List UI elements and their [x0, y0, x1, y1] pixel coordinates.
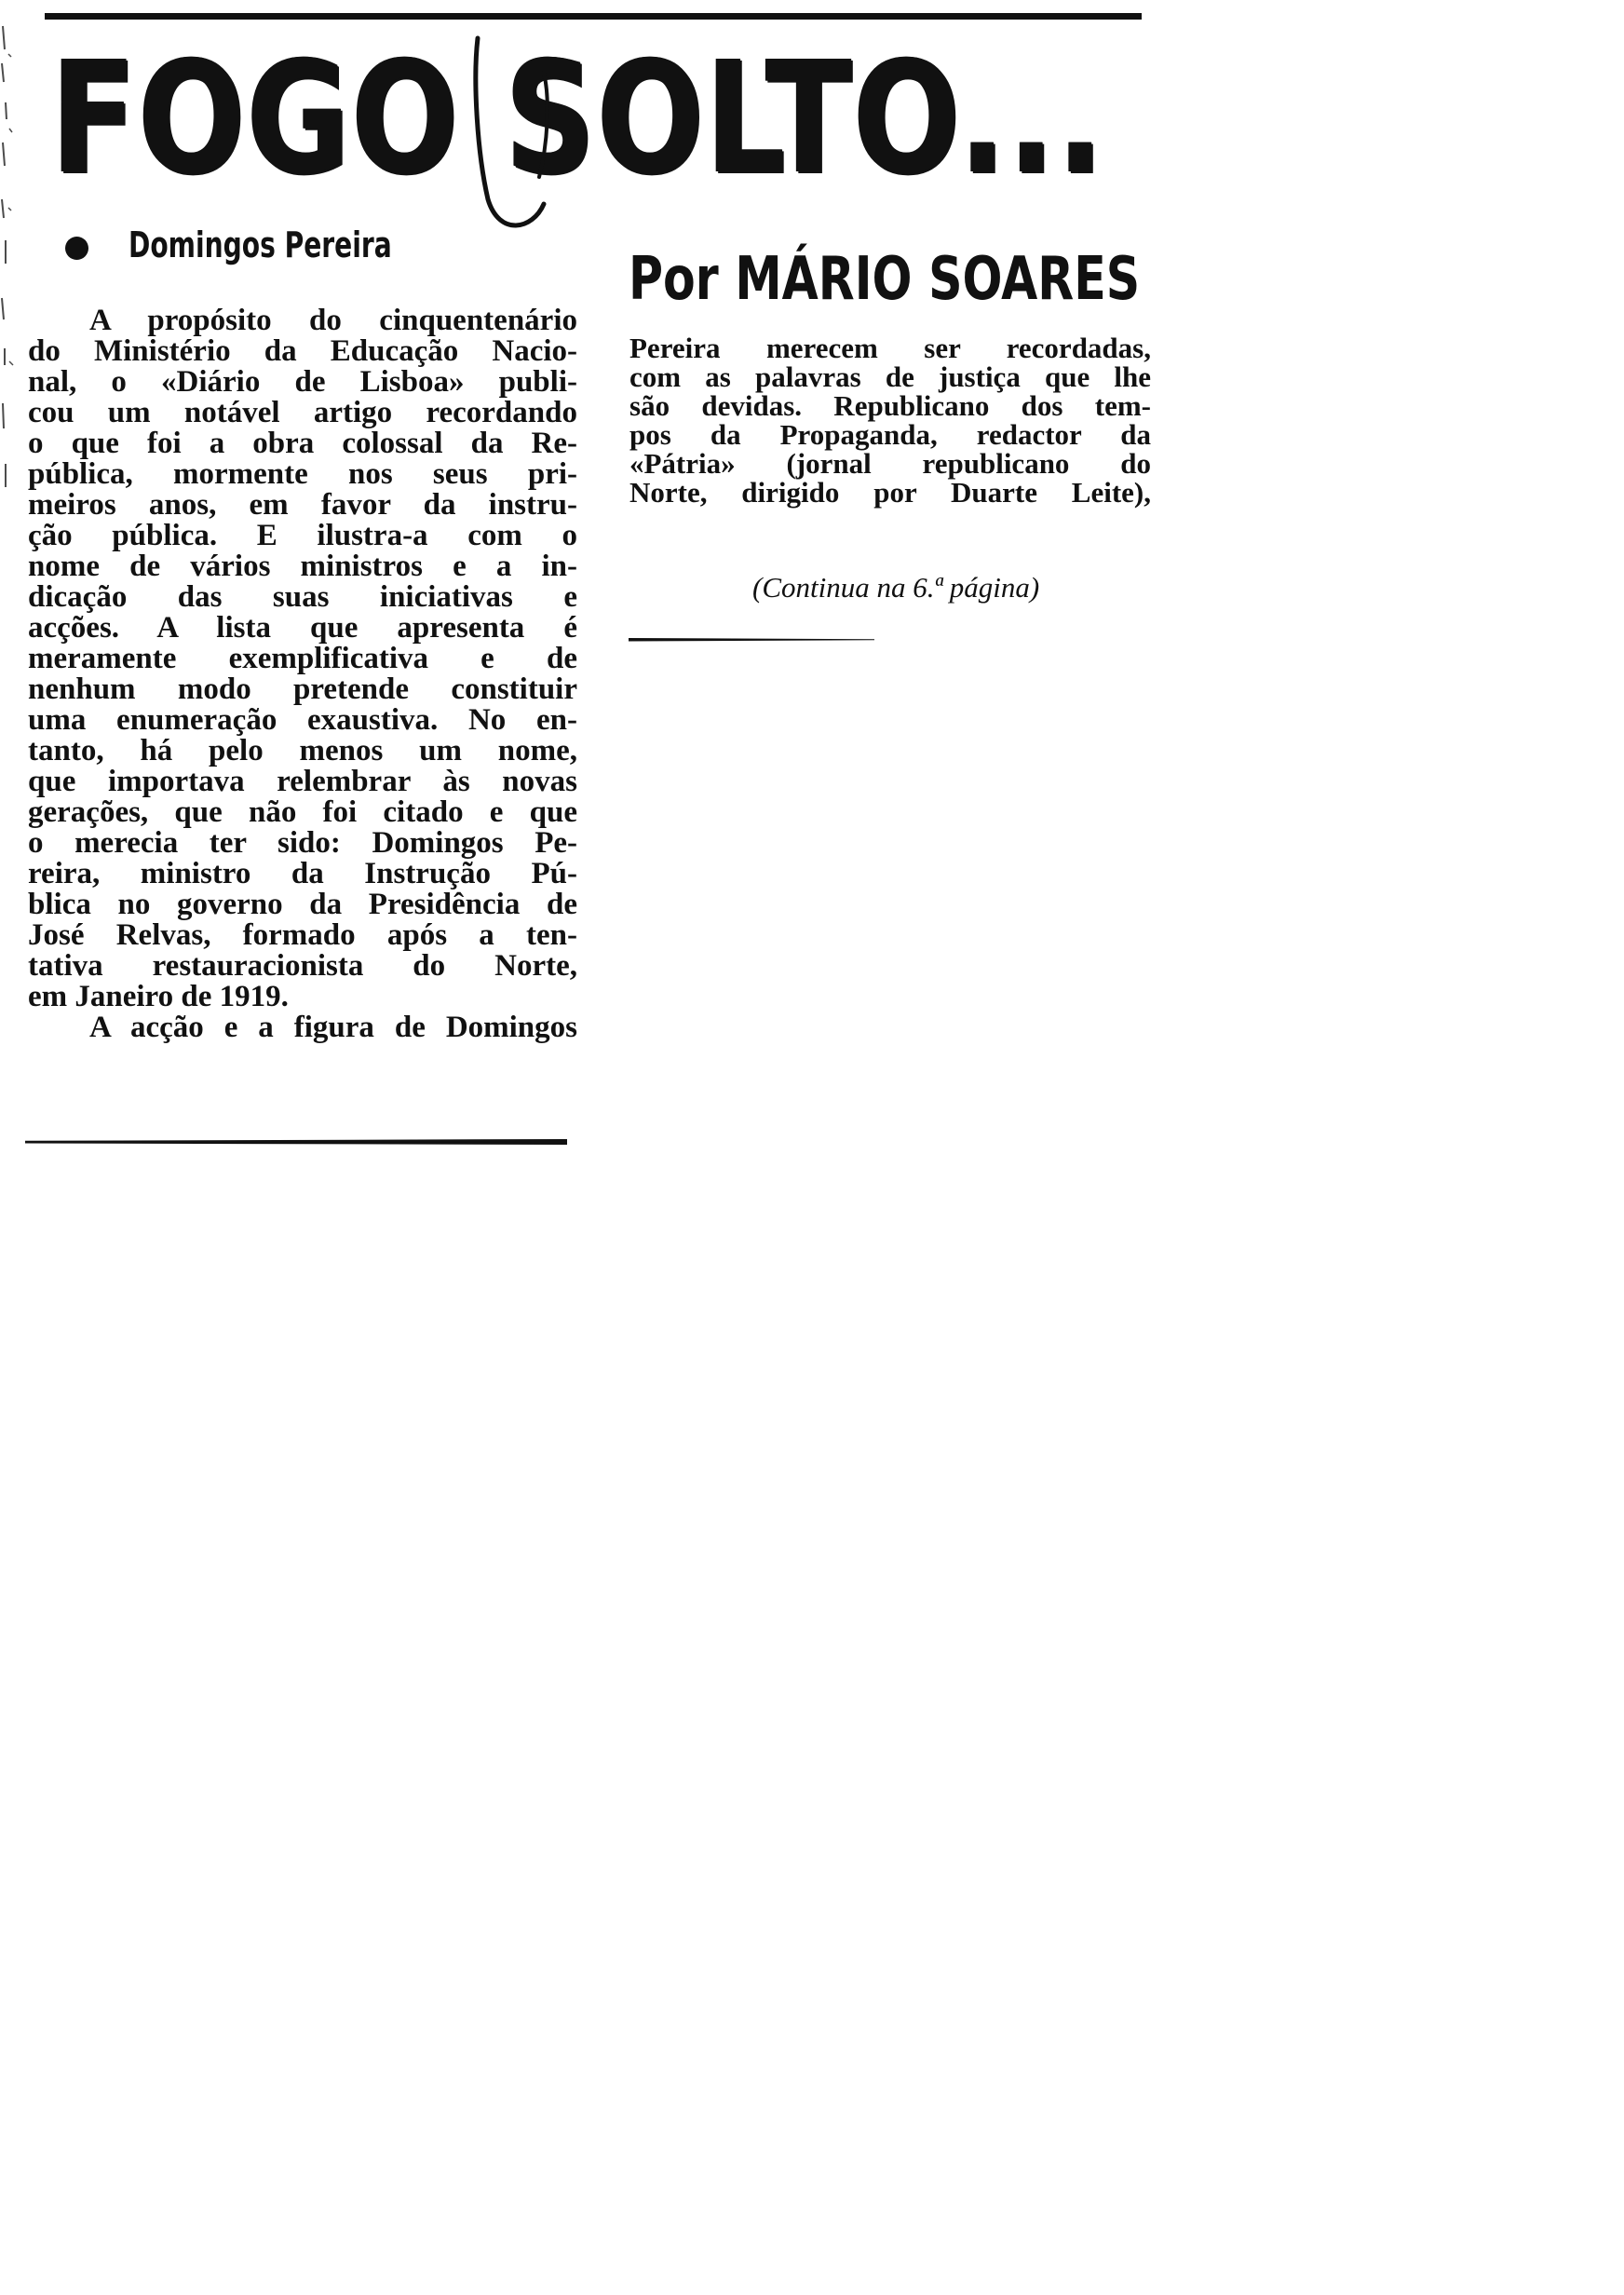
left-column-text — [28, 306, 577, 1043]
author-byline: Por MÁRIO SOARES — [629, 245, 1141, 314]
article-line: tativa restauracionista do Norte, — [28, 949, 577, 983]
top-rule — [45, 13, 1142, 20]
headline-ink-accent — [466, 34, 570, 234]
article-line: o que foi a obra colossal da Re- — [28, 427, 577, 460]
article-line: gerações, que não foi citado e que — [28, 795, 577, 829]
newspaper-clipping — [0, 0, 1164, 1164]
article-line: meramente exemplificativa e de — [28, 642, 577, 675]
left-column-end-rule — [25, 1139, 567, 1145]
article-line: do Ministério da Educação Nacio- — [28, 334, 577, 368]
article-line: nome de vários ministros e a in- — [28, 550, 577, 583]
article-line: que importava relembrar às novas — [28, 765, 577, 798]
article-line: são devidas. Republicano dos tem- — [629, 389, 1151, 422]
article-line: ção pública. E ilustra-a com o — [28, 519, 577, 552]
article-line: com as palavras de justiça que lhe — [629, 360, 1151, 393]
article-line: em Janeiro de 1919. — [28, 980, 289, 1013]
article-line: dicação das suas iniciativas e — [28, 580, 577, 614]
article-line: blica no governo da Presidência de — [28, 888, 577, 921]
left-edge-scan-marks — [0, 17, 15, 501]
article-line: «Pátria» (jornal republicano do — [629, 447, 1151, 480]
article-line: uma enumeração exaustiva. No en- — [28, 703, 577, 737]
article-line: A acção e a figura de Domingos — [89, 1011, 577, 1044]
article-line: nal, o «Diário de Lisboa» publi- — [28, 365, 577, 399]
article-line: acções. A lista que apresenta é — [28, 611, 577, 645]
article-line: A propósito do cinquentenário — [89, 304, 577, 337]
section-bullet — [65, 237, 88, 260]
article-line: tanto, há pelo menos um nome, — [28, 734, 577, 767]
right-column-text — [629, 333, 1151, 507]
continuation-note: (Continua na 6.ª página) — [752, 571, 1040, 604]
article-line: José Relvas, formado após a ten- — [28, 918, 577, 952]
article-line: nenhum modo pretende constituir — [28, 672, 577, 706]
article-line: pública, mormente nos seus pri- — [28, 457, 577, 491]
article-line: Pereira merecem ser recordadas, — [629, 332, 1151, 364]
article-line: Norte, dirigido por Duarte Leite), — [629, 476, 1151, 509]
article-line: o merecia ter sido: Domingos Pe- — [28, 826, 577, 860]
article-line: pos da Propaganda, redactor da — [629, 418, 1151, 451]
article-line: reira, ministro da Instrução Pú- — [28, 857, 577, 890]
article-line: cou um notável artigo recordando — [28, 396, 577, 429]
right-column-end-rule — [629, 637, 874, 642]
section-title: Domingos Pereira — [129, 224, 392, 265]
article-line: meiros anos, em favor da instru- — [28, 488, 577, 522]
headline: FOGO SOLTO... — [50, 29, 1105, 209]
